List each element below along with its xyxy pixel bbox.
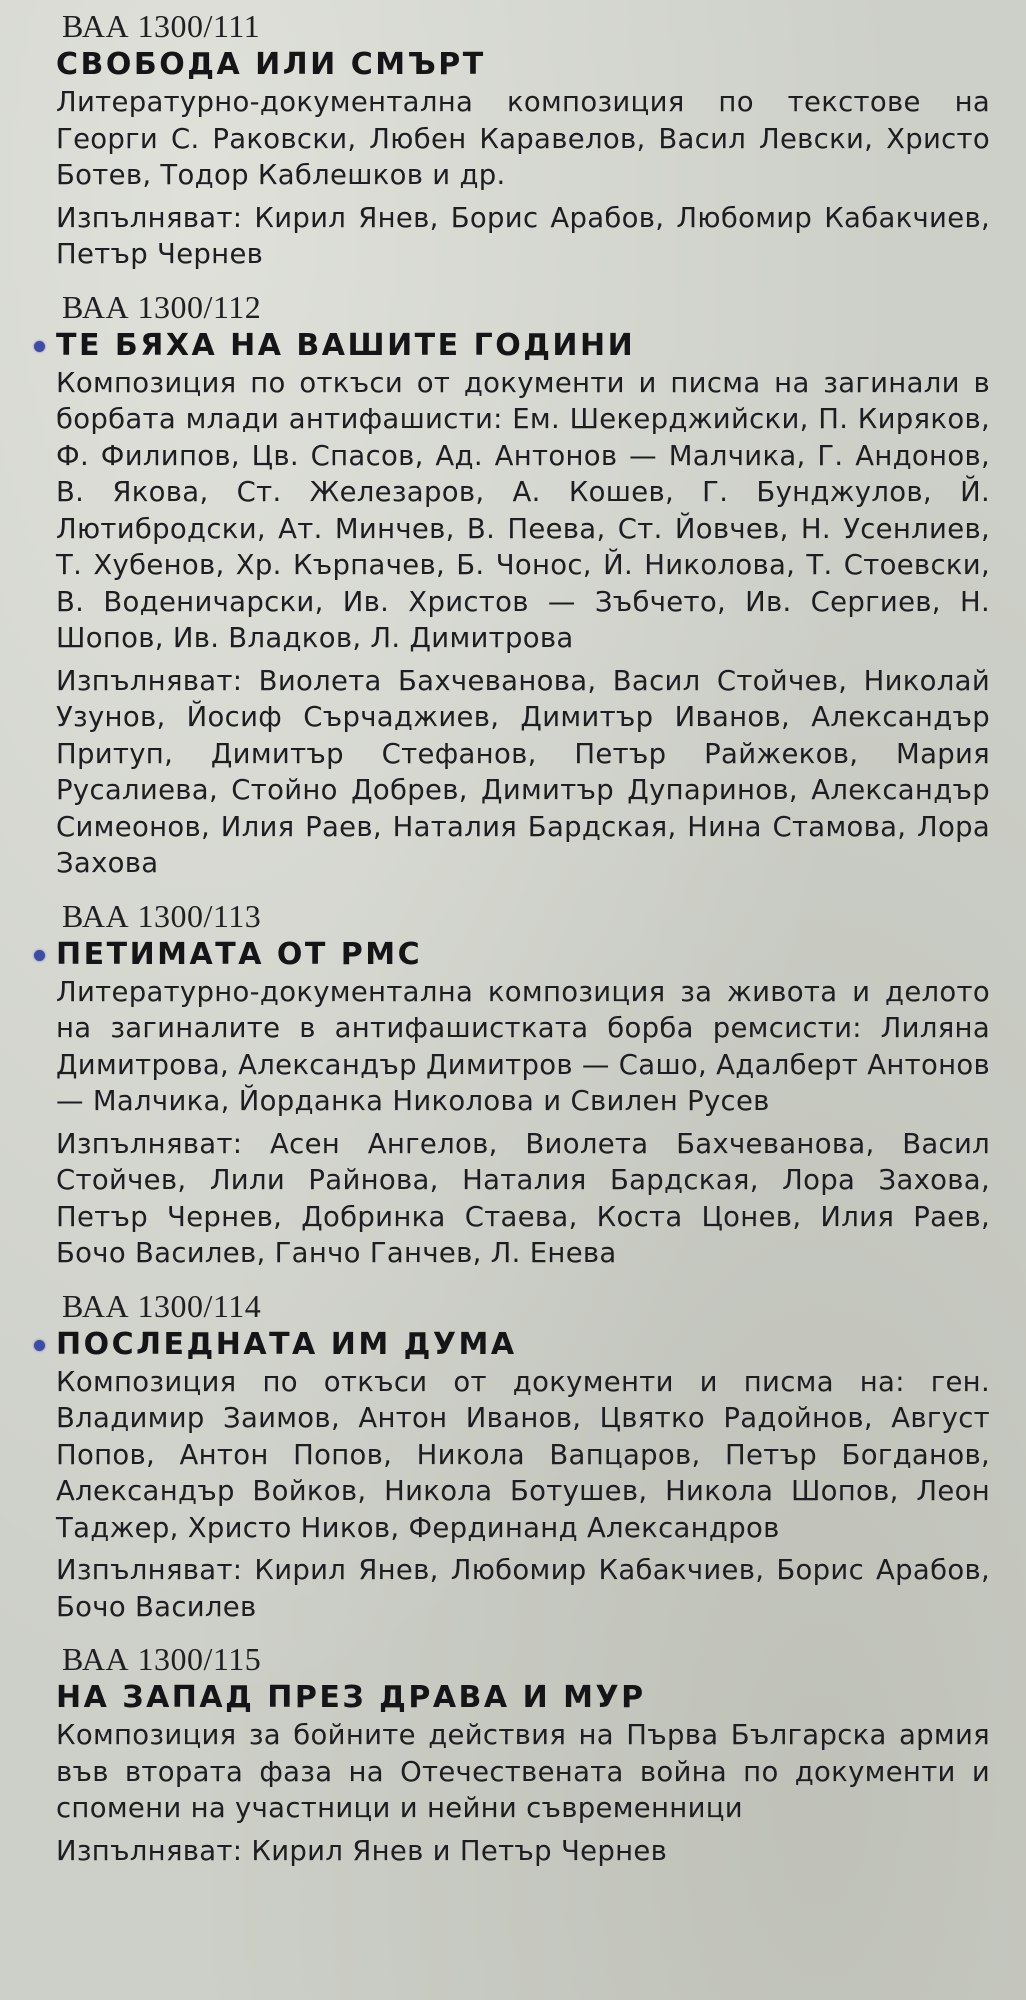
title-text: ПЕТИМАТА ОТ РМС [56,936,423,972]
title-text: НА ЗАПАД ПРЕЗ ДРАВА И МУР [56,1680,646,1715]
entry-performers: Изпълняват: Кирил Янев, Борис Арабов, Любомир Кабакчиев, Петър Чернев [56,201,990,270]
entry-performers: Изпълняват: Кирил Янев и Петър Чернев [56,1834,668,1867]
bullet-dot-icon [34,341,45,352]
entry-description: Литературно-документална композиция за живота и делото на загиналите в антифашистката борба ремсисти: Лиляна Димитрова, Александър Димитров — Сашо, Адалберт Антонов — Малчика, Йорданка Николова и Свилен Русев [56,975,990,1117]
entry-title [56,327,990,365]
entry-title [56,1679,990,1717]
entry-title [56,1326,990,1364]
catalog-number: ВАА 1300/113 [62,897,262,934]
entry-114 [56,1286,990,1626]
entry-performers: Изпълняват: Асен Ангелов, Виолета Бахчеванова, Васил Стойчев, Лили Райнова, Наталия Бардская, Лора Захова, Петър Чернев, Добринка Стаева, Коста Цонев, Илия Раев, Бочо Василев, Ганчо Ганчев, Л. Енева [56,1127,990,1269]
entry-112 [56,287,990,882]
catalog-number: ВАА 1300/112 [62,288,262,325]
title-text: ПОСЛЕДНАТА ИМ ДУМА [56,1326,517,1362]
entry-title [56,46,990,84]
catalog-number: ВАА 1300/115 [62,1641,262,1677]
bullet-dot-icon [34,950,45,961]
catalog-number: ВАА 1300/111 [62,8,261,44]
entry-performers: Изпълняват: Кирил Янев, Любомир Кабакчиев, Борис Арабов, Бочо Василев [56,1554,990,1623]
entry-description: Композиция за бойните действия на Първа Българска армия във втората фаза на Отечествената война по документи и спомени на участници и нейни съвременници [56,1719,990,1824]
bullet-dot-icon [34,1340,45,1351]
entry-description: Композиция по откъси от документи и писма на: ген. Владимир Заимов, Антон Иванов, Цвятко Радойнов, Август Попов, Антон Попов, Никола Вапцаров, Петър Богданов, Александър Войков, Никола Ботушев, Никола Шопов, Леон Таджер, Христо Ников, Фердинанд Александров [56,1365,990,1544]
entry-description: Литературно-документална композиция по текстове на Георги С. Раковски, Любен Каравелов, Васил Левски, Христо Ботев, Тодор Каблешков и др. [56,86,990,191]
entry-111 [56,6,990,273]
entry-title [56,936,990,974]
entry-115 [56,1639,990,1869]
title-text: ТЕ БЯХА НА ВАШИТЕ ГОДИНИ [56,327,636,363]
title-text: СВОБОДА ИЛИ СМЪРТ [56,47,486,82]
entry-description: Композиция по откъси от документи и писма на загинали в борбата млади антифашисти: Ем. Шекерджийски, П. Киряков, Ф. Филипов, Цв. Спасов, Ад. Антонов — Малчика, Г. Андонов, В. Якова, Ст. Железаров, А. Кошев, Г. Бунджулов, Й. Лютибродски, Ат. Минчев, В. Пеева, Ст. Йовчев, Н. Усенлиев, Т. Хубенов, Хр. Кърпачев, Б. Чонос, Й. Николова, Т. Стоевски, В. Воденичарски, Ив. Христов — Зъбчето, Ив. Сергиев, Н. Шопов, Ив. Владков, Л. Димитрова [56,366,990,654]
entry-performers: Изпълняват: Виолета Бахчеванова, Васил Стойчев, Николай Узунов, Йосиф Сърчаджиев, Димитър Иванов, Александър Притуп, Димитър Стефанов, Петър Райжеков, Мария Русалиева, Стойно Добрев, Димитър Дупаринов, Александър Симеонов, Илия Раев, Наталия Бардская, Нина Стамова, Лора Захова [56,664,990,879]
entry-113 [56,896,990,1272]
catalog-number: ВАА 1300/114 [62,1287,262,1324]
